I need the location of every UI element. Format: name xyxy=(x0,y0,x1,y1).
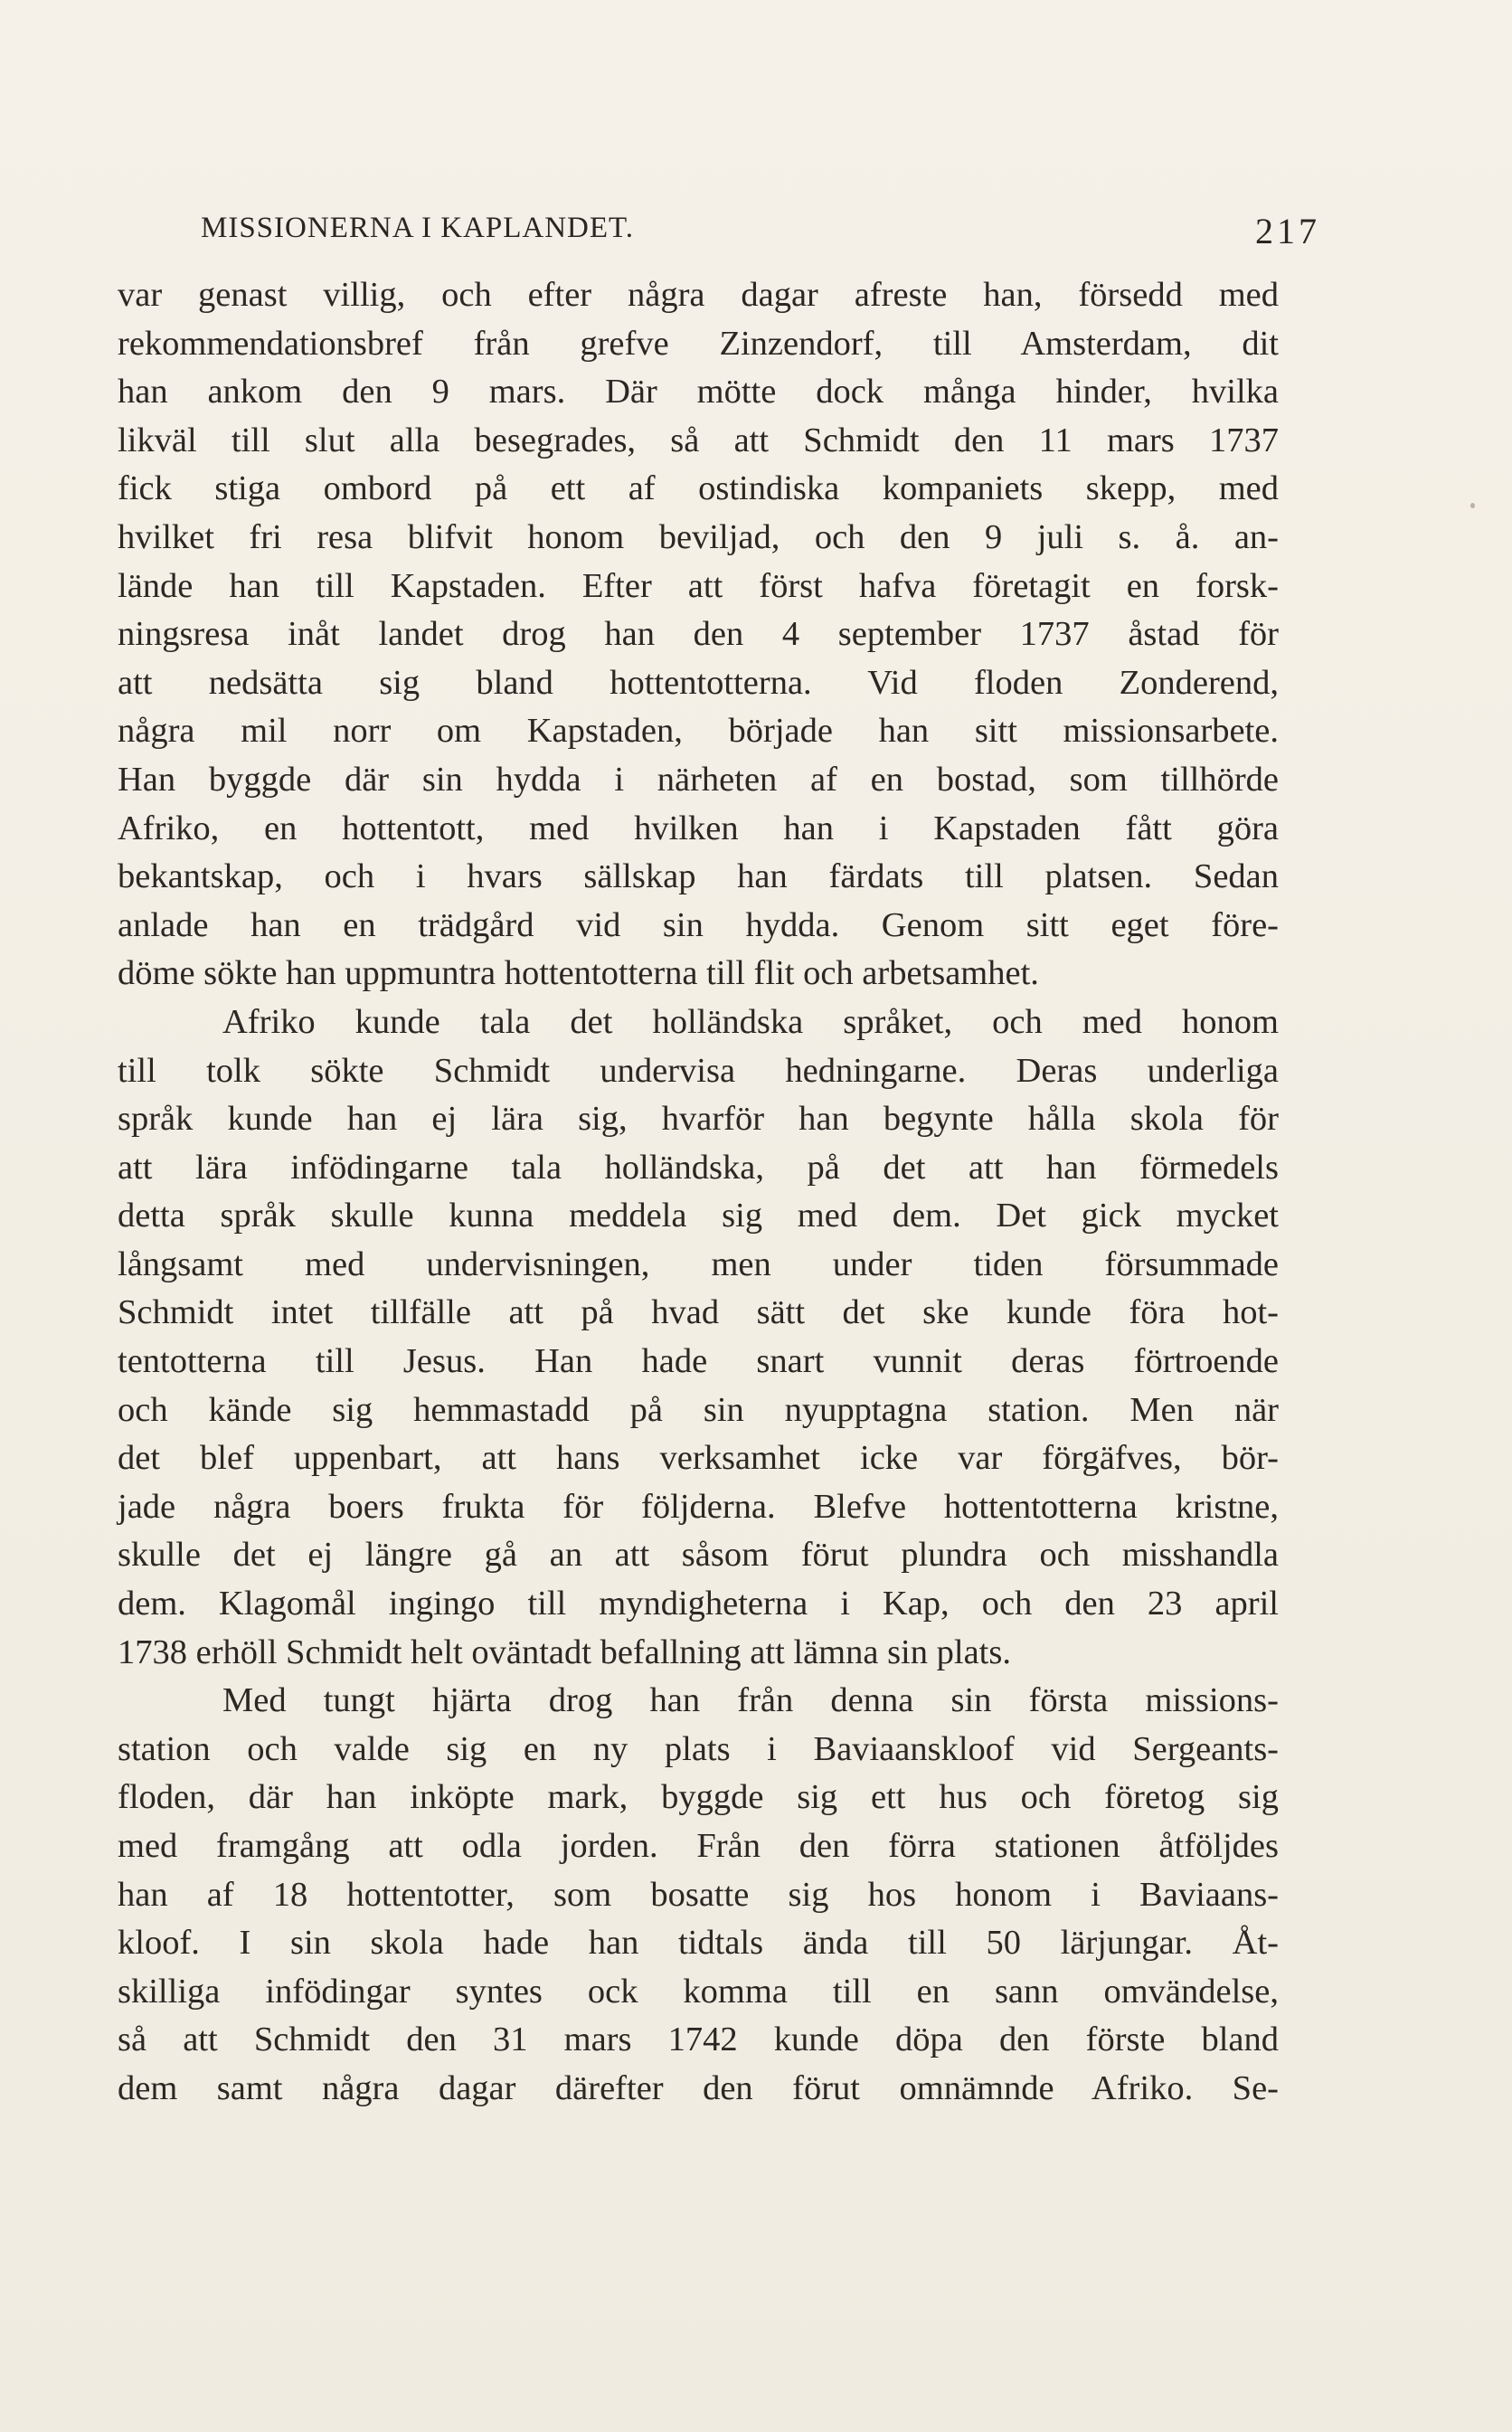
text-line: station och valde sig en ny plats i Baviaanskloof vid Sergeants- xyxy=(118,1729,1279,1768)
text-line: dem samt några dagar därefter den förut omnämnde Afriko. Se- xyxy=(118,2068,1279,2107)
text-line: att nedsätta sig bland hottentotterna. Vid floden Zonderend, xyxy=(118,663,1279,702)
text-line: dem. Klagomål ingingo till myndigheterna i Kap, och den 23 april xyxy=(118,1585,1279,1623)
running-title: MISSIONERNA I KAPLANDET. xyxy=(201,212,634,244)
text-line: lände han till Kapstaden. Efter att först hafva företagit en forsk- xyxy=(118,566,1279,605)
text-line: hvilket fri resa blifvit honom beviljad, och den 9 juli s. å. an- xyxy=(118,517,1279,556)
text-line: ningsresa inåt landet drog han den 4 september 1737 åstad för xyxy=(118,615,1279,654)
text-line: skulle det ej längre gå an att såsom förut plundra och misshandla xyxy=(118,1536,1279,1575)
text-line: jade några boers frukta för följderna. Blefve hottentotterna kristne, xyxy=(118,1487,1279,1526)
paper-speck xyxy=(1470,503,1475,508)
page-number: 217 xyxy=(1255,211,1320,251)
text-line: kloof. I sin skola hade han tidtals ända till 50 lärjungar. Åt- xyxy=(118,1924,1279,1963)
text-line: döme sökte han uppmuntra hottentotterna till flit och arbetsamhet. xyxy=(118,954,1039,993)
text-line: anlade han en trädgård vid sin hydda. Genom sitt eget före- xyxy=(118,905,1279,944)
text-line: Schmidt intet tillfälle att på hvad sätt det ske kunde föra hot- xyxy=(118,1293,1279,1332)
text-line: att lära infödingarne tala holländska, på det att han förmedels xyxy=(118,1148,1279,1187)
text-line: Afriko, en hottentott, med hvilken han i Kapstaden fått göra xyxy=(118,809,1279,847)
text-line: han af 18 hottentotter, som bosatte sig hos honom i Baviaans- xyxy=(118,1875,1279,1914)
text-line: 1738 erhöll Schmidt helt oväntadt befallning att lämna sin plats. xyxy=(118,1632,1011,1671)
text-line: Han byggde där sin hydda i närheten af en bostad, som tillhörde xyxy=(118,760,1279,799)
text-line: fick stiga ombord på ett af ostindiska kompaniets skepp, med xyxy=(118,469,1279,508)
text-line: och kände sig hemmastadd på sin nyupptagna station. Men när xyxy=(118,1390,1279,1429)
text-line: Afriko kunde tala det holländska språket, och med honom xyxy=(222,1002,1279,1041)
text-line: till tolk sökte Schmidt undervisa hedningarne. Deras underliga xyxy=(118,1051,1279,1090)
text-line: floden, där han inköpte mark, byggde sig ett hus och företog sig xyxy=(118,1778,1279,1817)
text-line: språk kunde han ej lära sig, hvarför han begynte hålla skola för xyxy=(118,1100,1279,1139)
text-line: några mil norr om Kapstaden, började han sitt missionsarbete. xyxy=(118,712,1279,751)
text-line: tentotterna till Jesus. Han hade snart vunnit deras förtroende xyxy=(118,1342,1279,1381)
text-line: det blef uppenbart, att hans verksamhet icke var förgäfves, bör- xyxy=(118,1439,1279,1478)
text-line: långsamt med undervisningen, men under tiden försummade xyxy=(118,1244,1279,1283)
text-line: så att Schmidt den 31 mars 1742 kunde döpa den förste bland xyxy=(118,2020,1279,2059)
text-line: han ankom den 9 mars. Där mötte dock många hinder, hvilka xyxy=(118,373,1279,412)
text-line: var genast villig, och efter några dagar afreste han, försedd med xyxy=(118,276,1279,314)
page-header xyxy=(0,201,1512,255)
text-line: med framgång att odla jorden. Från den förra stationen åtföljdes xyxy=(118,1827,1279,1865)
text-line: likväl till slut alla besegrades, så att Schmidt den 11 mars 1737 xyxy=(118,421,1279,459)
body-text xyxy=(118,271,1279,2114)
text-line: skilliga infödingar syntes ock komma till en sann omvändelse, xyxy=(118,1972,1279,2011)
text-line: detta språk skulle kunna meddela sig med dem. Det gick mycket xyxy=(118,1197,1279,1235)
text-line: rekommendationsbref från grefve Zinzendorf, till Amsterdam, dit xyxy=(118,324,1279,363)
text-line: Med tungt hjärta drog han från denna sin första missions- xyxy=(222,1681,1279,1720)
text-line: bekantskap, och i hvars sällskap han färdats till platsen. Sedan xyxy=(118,857,1279,896)
